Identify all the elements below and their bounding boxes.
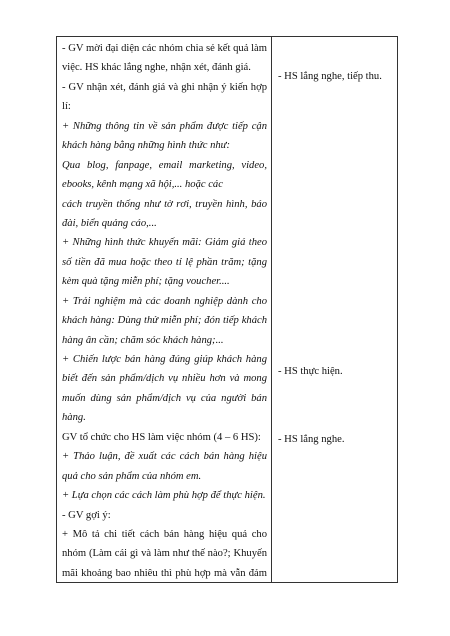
text-line: đài, biển quảng cáo,... — [62, 217, 157, 229]
text-line: + Mô tả chi tiết cách bán hàng hiệu quả cho — [62, 528, 267, 540]
text-line: khách hàng bằng những hình thức như: — [62, 140, 230, 152]
text-line: GV tổ chức cho HS làm việc nhóm (4 – 6 HS): — [62, 431, 261, 443]
text-line: + Lựa chọn các cách làm phù hợp để thực hiện. — [62, 490, 266, 502]
text-line: cách truyền thống như tờ rơi, truyền hình, báo — [62, 198, 267, 210]
student-activities-column — [278, 37, 396, 582]
text-line: + Trải nghiệm mà các doanh nghiệp dành cho — [62, 295, 267, 307]
student-response-1: - HS lắng nghe, tiếp thu. — [278, 71, 382, 82]
text-line: Qua blog, fanpage, email marketing, video, — [62, 159, 267, 171]
text-line: hàng. — [62, 412, 86, 424]
text-line: ebooks, kênh mạng xã hội,... hoặc các — [62, 179, 223, 191]
text-line: quả cho sản phẩm của nhóm em. — [62, 470, 202, 482]
text-line: - GV gợi ý: — [62, 509, 111, 521]
student-response-2: - HS thực hiện. — [278, 366, 343, 377]
text-line: lí: — [62, 101, 71, 113]
text-line: - GV mời đại diện các nhóm chia sẻ kết quả làm — [62, 43, 267, 54]
text-line: + Những thông tin về sản phẩm được tiếp cận — [62, 120, 267, 132]
text-line: + Chiến lược bán hàng đúng giúp khách hàng — [62, 354, 267, 365]
text-line: kèm quà tặng miễn phí; tặng voucher.... — [62, 276, 230, 288]
text-line: mãi khoảng bao nhiêu thì phù hợp mà vẫn đảm — [62, 567, 267, 579]
text-line: muốn dùng sản phẩm/dịch vụ của người bán — [62, 392, 267, 404]
text-line: số tiền đã mua hoặc theo tỉ lệ phần trăm; tặng — [62, 256, 267, 268]
text-line: + Thảo luận, đề xuất các cách bán hàng hiệu — [62, 451, 267, 463]
text-line: biết đến sản phẩm/dịch vụ nhiều hơn và mong — [62, 373, 267, 385]
lesson-table — [56, 36, 398, 583]
text-line: khách hàng: Dùng thử miễn phí; đón tiếp khách — [62, 315, 267, 327]
teacher-activities-column — [62, 39, 267, 583]
text-line: nhóm (Làm cái gì và làm như thế nào?; Khuyến — [62, 548, 267, 560]
text-line: + Những hình thức khuyến mãi: Giảm giá theo — [62, 237, 267, 249]
text-line: - GV nhận xét, đánh giá và ghi nhận ý kiến hợp — [62, 81, 267, 93]
column-divider — [271, 37, 272, 582]
text-line: hàng ân cần; chăm sóc khách hàng;... — [62, 334, 224, 346]
text-line: việc. HS khác lắng nghe, nhận xét, đánh giá. — [62, 62, 251, 74]
student-response-3: - HS lắng nghe. — [278, 434, 345, 445]
